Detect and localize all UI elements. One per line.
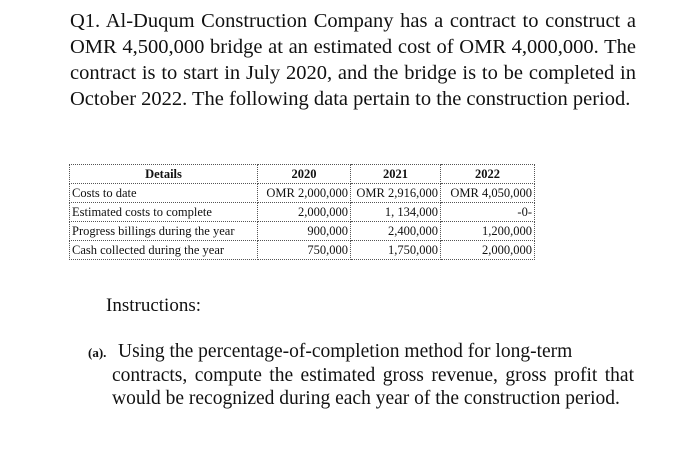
cell-2022: 2,000,000 (441, 241, 535, 260)
header-2020: 2020 (258, 165, 351, 184)
row-label: Costs to date (70, 184, 258, 203)
header-2022: 2022 (441, 165, 535, 184)
table-header-row (70, 165, 535, 184)
cell-2021: 2,400,000 (351, 222, 441, 241)
part-a-line1: Using the percentage-of-completion method for long-term (118, 341, 573, 362)
part-a-rest: contracts, compute the estimated gross revenue, gross profit that would be recognized during each year of the construction period. (112, 365, 634, 409)
cell-2021: 1, 134,000 (351, 203, 441, 222)
cell-2020: 750,000 (258, 241, 351, 260)
cell-2021: 1,750,000 (351, 241, 441, 260)
header-details: Details (70, 165, 258, 184)
part-a-first-line (88, 340, 634, 364)
table-row (70, 222, 535, 241)
cell-2021: OMR 2,916,000 (351, 184, 441, 203)
cell-2022: -0- (441, 203, 535, 222)
cell-2022: OMR 4,050,000 (441, 184, 535, 203)
row-label: Cash collected during the year (70, 241, 258, 260)
table-row (70, 184, 535, 203)
cell-2020: 900,000 (258, 222, 351, 241)
row-label: Estimated costs to complete (70, 203, 258, 222)
construction-data-table (69, 164, 535, 260)
question-text: Q1. Al-Duqum Construction Company has a contract to construct a OMR 4,500,000 bridge at an estimated cost of OMR 4,000,000. The contract is to start in July 2020, and the bridge is to be completed in October 2022. The following data pertain to the construction period. (70, 10, 636, 110)
instructions-heading: Instructions: (106, 295, 201, 316)
table-row (70, 203, 535, 222)
cell-2022: 1,200,000 (441, 222, 535, 241)
row-label: Progress billings during the year (70, 222, 258, 241)
table-row (70, 241, 535, 260)
part-a-item (88, 340, 634, 410)
header-2021: 2021 (351, 165, 441, 184)
cell-2020: 2,000,000 (258, 203, 351, 222)
cell-2020: OMR 2,000,000 (258, 184, 351, 203)
part-a-marker: (a). (88, 345, 107, 360)
